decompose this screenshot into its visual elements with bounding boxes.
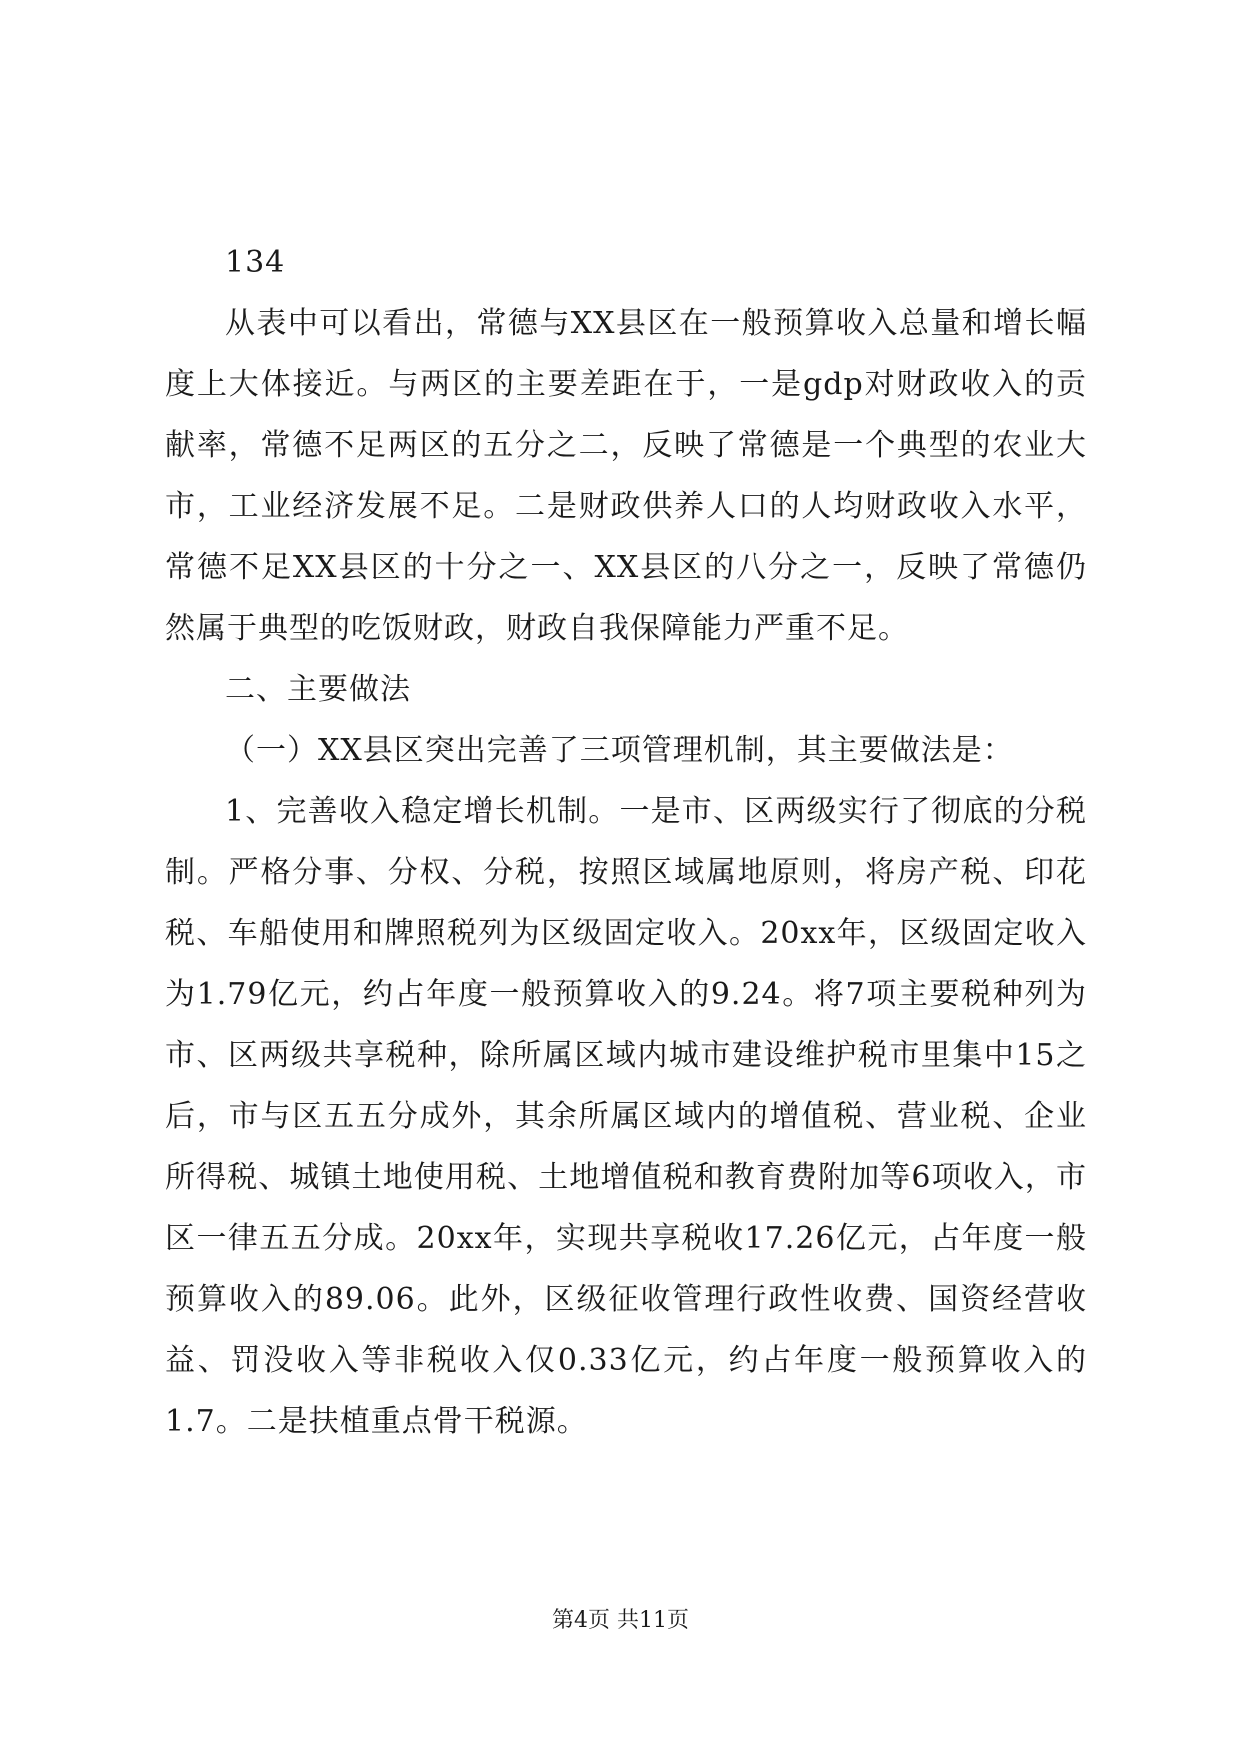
document-body <box>165 232 1087 1452</box>
paragraph-table-number: 134 <box>225 245 286 280</box>
subsection-heading-mechanisms: （一）XX县区突出完善了三项管理机制，其主要做法是： <box>225 733 1014 768</box>
paragraph-comparison: 从表中可以看出，常德与XX县区在一般预算收入总量和增长幅度上大体接近。与两区的主要差距在于，一是gdp对财政收入的贡献率，常德不足两区的五分之二，反映了常德是一个典型的农业大市，工业经济发展不足。二是财政供养人口的人均财政收入水平，常德不足XX县区的十分之一、XX县区的八分之一，反映了常德仍然属于典型的吃饭财政，财政自我保障能力严重不足。 <box>165 306 1087 646</box>
section-heading-main-practices: 二、主要做法 <box>225 672 411 707</box>
paragraph-revenue-mechanism: 1、完善收入稳定增长机制。一是市、区两级实行了彻底的分税制。严格分事、分权、分税，按照区域属地原则，将房产税、印花税、车船使用和牌照税列为区级固定收入。20xx年，区级固定收入为1.79亿元，约占年度一般预算收入的9.24。将7项主要税种列为市、区两级共享税种，除所属区域内城市建设维护税市里集中15之后，市与区五五分成外，其余所属区域内的增值税、营业税、企业所得税、城镇土地使用税、土地增值税和教育费附加等6项收入，市区一律五五分成。20xx年，实现共享税收17.26亿元，占年度一般预算收入的89.06。此外，区级征收管理行政性收费、国资经营收益、罚没收入等非税收入仅0.33亿元，约占年度一般预算收入的1.7。二是扶植重点骨干税源。 <box>165 794 1087 1439</box>
page-footer: 第4页 共11页 <box>552 1608 689 1633</box>
